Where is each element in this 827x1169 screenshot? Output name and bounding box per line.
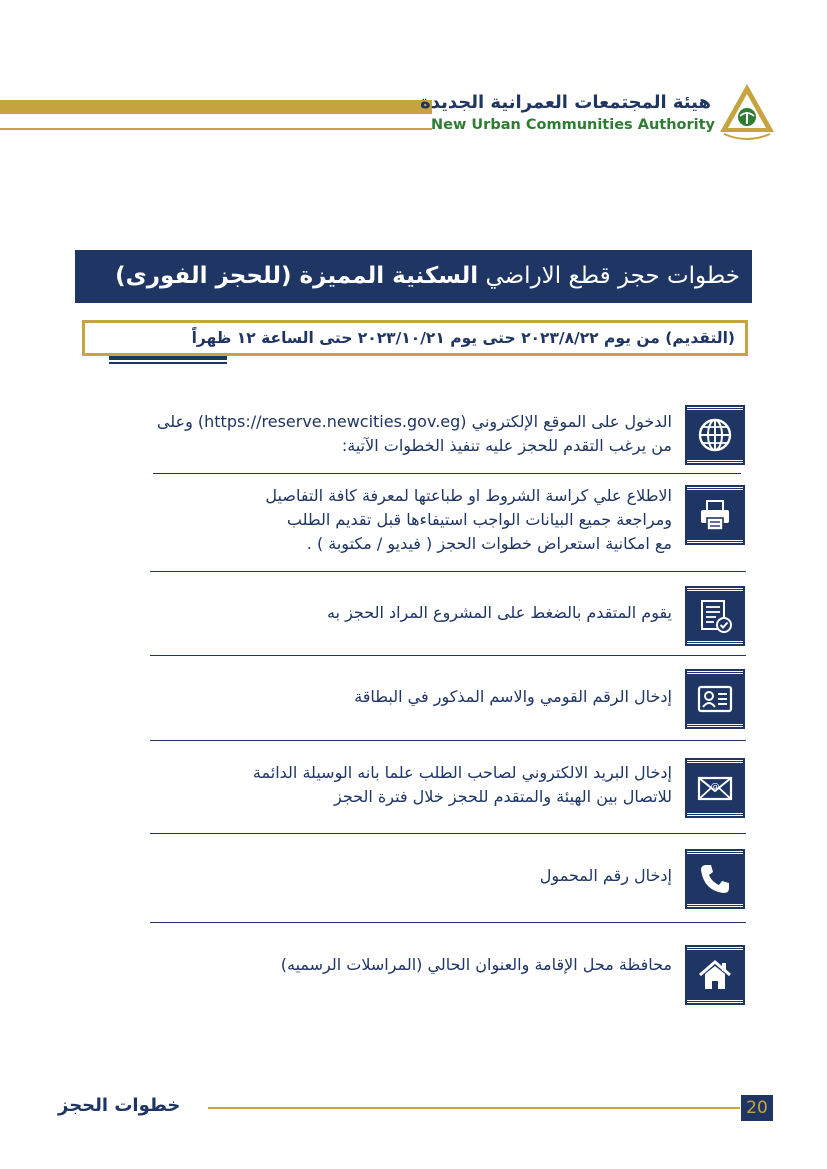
org-name-english: New Urban Communities Authority (431, 117, 715, 133)
step-1-text: الدخول على الموقع الإلكتروني (https://reserve.newcities.gov.eg) وعلى من يرغب التقدم للحجز عليه تنفيذ الخطوات الآتية: (156, 412, 672, 455)
header-gold-line (0, 128, 432, 130)
page-title: خطوات حجز قطع الاراضي السكنية المميزة (للحجز الفورى) (75, 250, 752, 303)
divider (150, 655, 746, 656)
footer-section-title: خطوات الحجز (58, 1095, 181, 1116)
divider (150, 833, 746, 834)
date-underline (109, 356, 227, 360)
step-6-text: إدخال رقم المحمول (539, 866, 672, 885)
globe-icon (687, 407, 743, 463)
step-4-text: إدخال الرقم القومي والاسم المذكور في البطاقة (354, 687, 672, 706)
svg-text:@: @ (710, 782, 720, 792)
application-dates: (التقديم) من يوم ٢٠٢٣/٨/٢٢ حتى يوم ٢٠٢٣/١٠/٢١ حتى الساعة ١٢ ظهراً (82, 320, 748, 356)
phone-icon (687, 851, 743, 907)
divider (153, 473, 741, 474)
home-icon (687, 947, 743, 1003)
step-3-text: يقوم المتقدم بالضغط على المشروع المراد الحجز به (326, 603, 672, 622)
divider (150, 922, 746, 923)
step-2-text: الاطلاع علي كراسة الشروط او طباعتها لمعرفة كافة التفاصيل ومراجعة جميع البيانات الواجب استيفاءها قبل تقديم الطلب مع امكانية استعراض خطوات الحجز ( فيديو / مكتوبة ) . (265, 486, 672, 553)
step-5-text: إدخال البريد الالكتروني لصاحب الطلب علما بانه الوسيلة الدائمة للاتصال بين الهيئة والمتقدم للحجز خلال فترة الحجز (252, 763, 672, 806)
divider (150, 571, 746, 572)
nuca-logo (718, 82, 776, 144)
email-icon (687, 760, 743, 816)
id-card-icon (687, 671, 743, 727)
divider (150, 740, 746, 741)
footer-gold-line (208, 1107, 740, 1109)
checklist-icon (687, 588, 743, 644)
page-number: 20 (741, 1095, 773, 1121)
printer-icon (687, 487, 743, 543)
step-7-text: محافظة محل الإقامة والعنوان الحالي (المراسلات الرسميه) (280, 955, 672, 974)
date-underline-thin (109, 362, 227, 364)
org-name-arabic: هيئة المجتمعات العمرانية الجديدة (420, 92, 711, 113)
header-gold-bar (0, 100, 432, 114)
